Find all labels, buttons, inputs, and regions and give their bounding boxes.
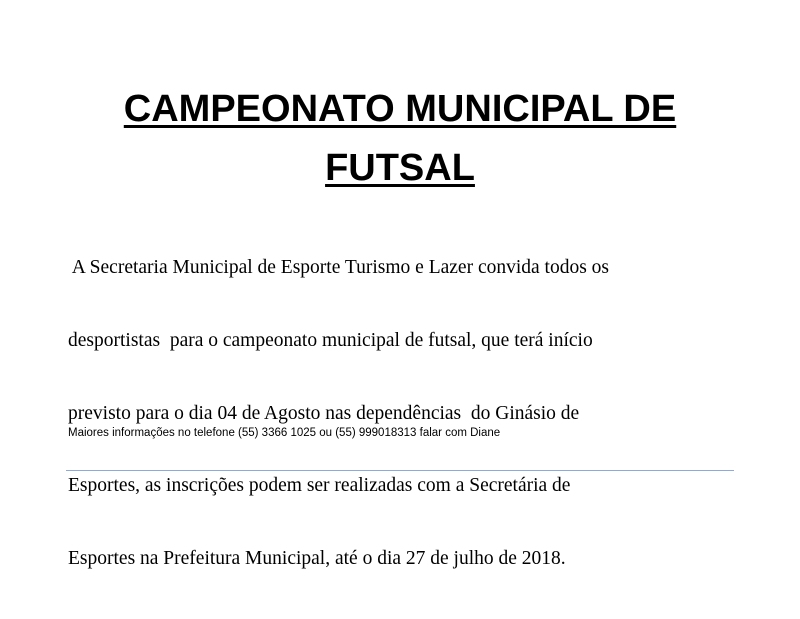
page-title-line-1: CAMPEONATO MUNICIPAL DE — [123, 88, 677, 130]
page-title-line-2: FUTSAL — [325, 147, 475, 189]
contact-info: Maiores informações no telefone (55) 3366 1025 ou (55) 999018313 falar com Diane — [68, 427, 501, 439]
announcement-body — [68, 208, 748, 619]
body-line-1: A Secretaria Municipal de Esporte Turismo e Lazer convida todos os — [68, 257, 610, 279]
body-line-5: Esportes na Prefeitura Municipal, até o dia 27 de julho de 2018. — [68, 547, 566, 569]
body-line-3: previsto para o dia 04 de Agosto nas dependências do Ginásio de — [68, 402, 580, 424]
body-line-4: Esportes, as inscrições podem ser realizadas com a Secretária de — [68, 475, 571, 497]
body-line-2: desportistas para o campeonato municipal de futsal, que terá início — [68, 330, 593, 352]
footer-divider — [66, 470, 734, 471]
